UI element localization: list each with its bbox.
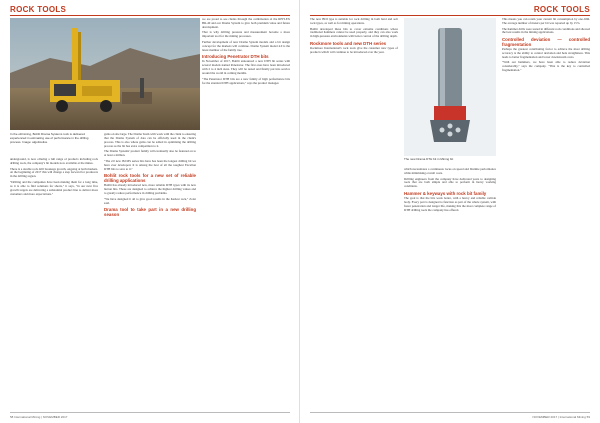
drill-rig-photo [10, 18, 200, 130]
paragraph: There is a sizable rock drill breakage growth, ongoing at both markets. At the beginning of 2017 this will change a step forward for producers in the drilling region. [10, 166, 98, 179]
paragraph: gains on site large. The Drama Team with work with the client to ensuring that the Drama System of data can be officially used in the client's process. This is also where gains can be added in optimizing the drilling process as the bit has extra competition to it. [104, 133, 196, 148]
paragraph: That is why drilling pressure and measurement become a more important tool for the mining processes. [202, 30, 290, 39]
paragraph: The goal is that the bits work better, with a heavy and reliable carbide body. Every part is designed to function as part of the whole system, with faster penetration and longer life, making this the most complete range of DTH drilling tools the company has offered. [404, 195, 496, 212]
subheading: Drama tool to take part in a new drilling season [104, 207, 196, 218]
paragraph: Bohlit developed these bits to cover extreme conditions where traditional hammers cannot be used properly, and they can also work in high-pressure environments with better control of the drilling depth. [310, 26, 398, 39]
paragraph: Perhaps the greatest contributing factor to achieve the most drilling accuracy is the ability to control deviation and hole straightness. This leads to better fragmentation and lower downstream costs. [502, 47, 590, 59]
paragraph: The new BDI type is suitable for rock drilling in both hard and soft rock types, as well as for mining operations. [310, 18, 398, 25]
subheading: Controlled deviation — controlled fragmentation [502, 37, 590, 47]
paragraph: "The Penetrator DTH bits are a new family of high performance bits for the standard DTH applications," says the product manager. [202, 76, 290, 85]
article-column-3 [202, 18, 290, 408]
paragraph: The Drama Systems' product family will eventually also be featured on to at least a million. [104, 149, 196, 158]
article-column-2 [404, 168, 496, 408]
section-header: ROCK TOOLS [533, 5, 590, 14]
article-column-2 [104, 133, 196, 408]
article-column-1 [310, 18, 398, 408]
paragraph: This means you can retain your current bit consumption by one-fifth. The average number of meters per bit was reported up by 15%. [502, 18, 590, 25]
footer-rule [310, 412, 590, 413]
article-column-3 [502, 18, 590, 408]
section-header: ROCK TOOLS [10, 5, 67, 14]
paragraph: we are proud to see clients through the combination of the REFLEX BR-40 and our Drama System to give both premium value and future development. [202, 18, 290, 29]
subheading: Bohlit rock tools for a new set of reliable drilling applications [104, 173, 196, 184]
paragraph: Bohlit has already introduced new, more reliable DTH types with its new button bits. These are designed to achieve the highest drilling values and to greatly reduce performance in drilling problems. [104, 183, 196, 196]
subheading: Introducing Penetrator DTH bits [202, 54, 269, 60]
paragraph: underground, is now offering a full range of products including rock drilling tools, the company's bit models now available at the mines. [10, 158, 98, 165]
paragraph: "With our hammers, we have been able to reduce deviation considerably," says the company. "That is the key to controlled fragmentation." [502, 60, 590, 73]
paragraph: Further development of new Drama System models and a bit design concept for the markets will continue. Drama System model 4.0 is the latest member of the family tree. [202, 39, 290, 52]
paragraph: The hammer drills were tested in different rock conditions and showed the best results in the mining applications. [502, 26, 590, 35]
paragraph: Rockmore International's rock tools give the customer new types of products which will continue to be introduced over the year. [310, 45, 398, 54]
page-folio: 58 International Mining | NOVEMBER 2017 [10, 415, 68, 419]
paragraph: "Drilling and the companies have been making them for a long time, as it is able to find solutions for shorts," it says, "in our next five growth targets are delivering a substantial product line to deliver more customers and more expectations." [10, 179, 98, 196]
photo-caption: The new Drama DTH bit in Mining bit [404, 157, 454, 161]
paragraph: "The 2.0 new IM MS series bits have has been the longest drilling bit we have ever developed. It is among the best of all the toughest Excellon DTH bits to save to it." [104, 158, 196, 171]
header-rule [310, 15, 590, 16]
article-column-1 [10, 158, 98, 408]
header-rule [10, 15, 290, 16]
photo-caption: In the oil/mining, Bohlit Drama Systems rock is delivered experienced in estimating use of performance in the drilling process. Image: algofotolive [10, 132, 89, 144]
footer-rule [10, 412, 290, 413]
paragraph: "We have designed it all to give good results in the hardest rock," Zolar said. [104, 196, 196, 205]
page-folio: NOVEMBER 2017 | International Mining 59 [532, 415, 590, 419]
right-page [300, 0, 600, 423]
paragraph: which necessitates a continuous focus on speed and lifetime performance while minimising overall costs. [404, 168, 496, 175]
dth-bit-photo [404, 18, 496, 156]
paragraph: Drilling engineers from the company have dedicated years to designing tools that are both simple and able to perform in heavy working conditions. [404, 176, 496, 189]
subheading: Hammer & keyways with rock bit family [404, 190, 487, 196]
paragraph: In November of 2017, Bohlit announced a new DTH bit series with several models named Penetrator. The first ones have been introduced with 2 to 4 inch sizes. They will be tested and finally put into service around the world in coming months. [202, 59, 290, 76]
subheading: Rockmore tools and new DTH series [310, 40, 387, 46]
